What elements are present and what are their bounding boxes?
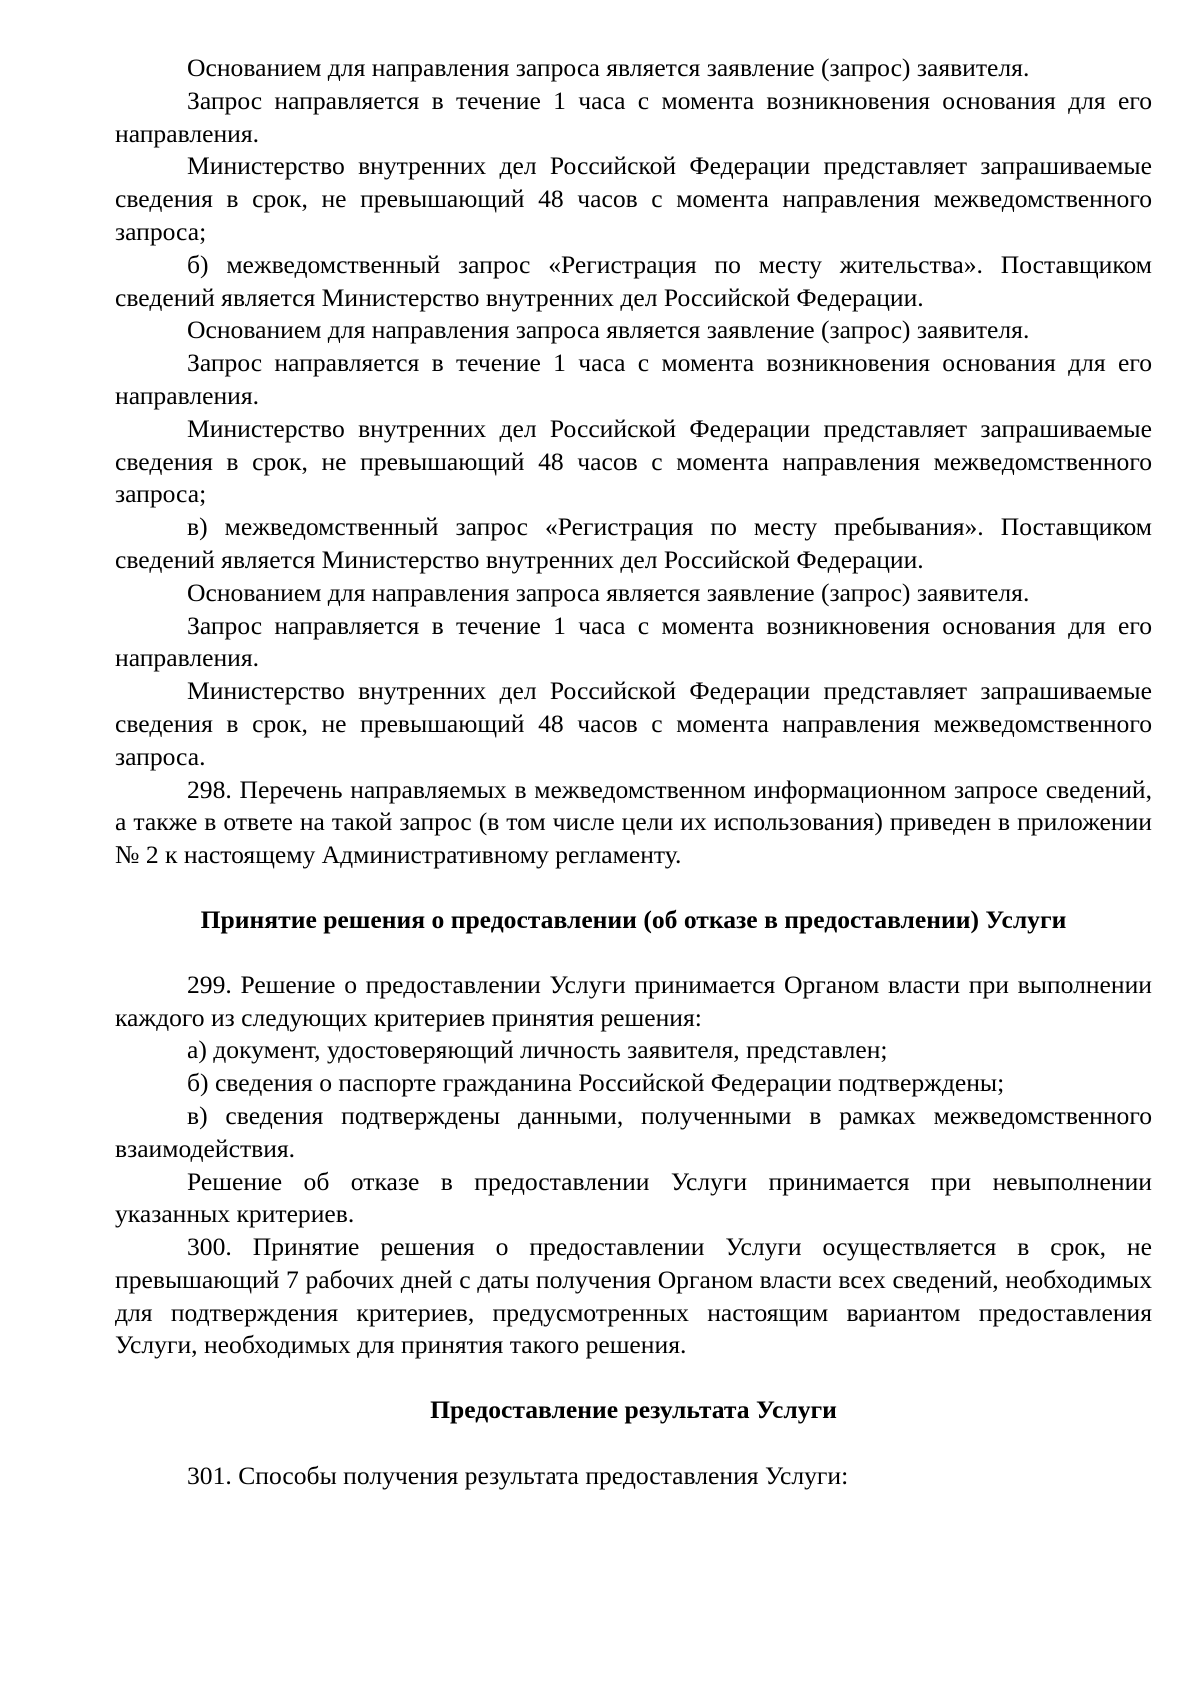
paragraph-300: 300. Принятие решения о предоставлении Услуги осуществляется в срок, не превышающий 7 рабочих дней с даты получения Органом власти всех сведений, необходимых для подтверждения критериев, предусмотренных настоящим вариантом предоставления Услуги, необходимых для принятия такого решения. [115, 1232, 1152, 1360]
section-heading-result: Предоставление результата Услуги [430, 1395, 837, 1425]
paragraph: в) межведомственный запрос «Регистрация по месту пребывания». Поставщиком сведений является Министерство внутренних дел Российской Федерации. [115, 512, 1152, 574]
criterion-item-c: в) сведения подтверждены данными, полученными в рамках межведомственного взаимодействия. [115, 1100, 1152, 1163]
criterion-item-a: а) документ, удостоверяющий личность заявителя, представлен; [187, 1035, 888, 1065]
paragraph: Решение об отказе в предоставлении Услуги принимается при невыполнении указанных критериев. [115, 1166, 1152, 1229]
paragraph: Запрос направляется в течение 1 часа с момента возникновения основания для его направления. [115, 348, 1152, 410]
paragraph-301: 301. Способы получения результата предоставления Услуги: [187, 1461, 849, 1491]
paragraph: Запрос направляется в течение 1 часа с момента возникновения основания для его направления. [115, 85, 1152, 148]
paragraph: Запрос направляется в течение 1 часа с момента возникновения основания для его направления. [115, 610, 1152, 673]
document-page [115, 52, 1152, 1493]
paragraph: б) межведомственный запрос «Регистрация по месту жительства». Поставщиком сведений является Министерство внутренних дел Российской Федерации. [115, 249, 1152, 312]
paragraph: Министерство внутренних дел Российской Федерации представляет запрашиваемые сведения в срок, не превышающий 48 часов с момента направления межведомственного запроса; [115, 151, 1152, 246]
paragraph: Основанием для направления запроса является заявление (запрос) заявителя. [187, 315, 1030, 345]
criterion-item-b: б) сведения о паспорте гражданина Российской Федерации подтверждены; [187, 1068, 1005, 1098]
paragraph: Основанием для направления запроса является заявление (запрос) заявителя. [187, 53, 1030, 82]
paragraph: Министерство внутренних дел Российской Федерации представляет запрашиваемые сведения в срок, не превышающий 48 часов с момента направления межведомственного запроса. [115, 676, 1152, 771]
paragraph-298: 298. Перечень направляемых в межведомственном информационном запросе сведений, а также в ответе на такой запрос (в том числе цели их использования) приведен в приложении № 2 к настоящему Административному регламенту. [115, 774, 1152, 870]
paragraph-299: 299. Решение о предоставлении Услуги принимается Органом власти при выполнении каждого из следующих критериев принятия решения: [115, 969, 1152, 1032]
paragraph: Министерство внутренних дел Российской Федерации представляет запрашиваемые сведения в срок, не превышающий 48 часов с момента направления межведомственного запроса; [115, 413, 1152, 509]
paragraph: Основанием для направления запроса является заявление (запрос) заявителя. [187, 577, 1030, 607]
section-heading-decision: Принятие решения о предоставлении (об отказе в предоставлении) Услуги [200, 904, 1067, 934]
